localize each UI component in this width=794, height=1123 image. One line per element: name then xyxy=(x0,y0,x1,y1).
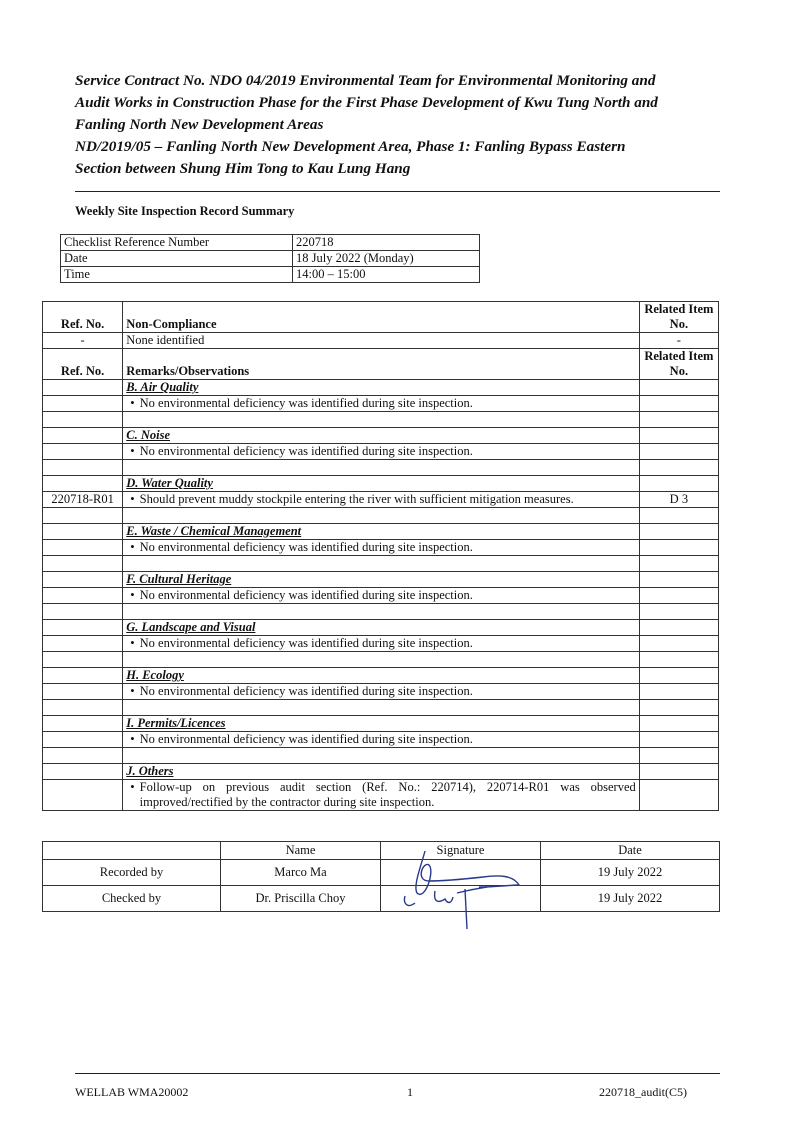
document-title xyxy=(75,70,715,180)
observation-item: D 3 xyxy=(639,492,718,508)
ref-label: Checklist Reference Number xyxy=(61,235,293,251)
spacer-cell xyxy=(639,508,718,524)
title-line: Service Contract No. NDO 04/2019 Environmental Team for Environmental Monitoring and xyxy=(75,72,656,89)
section-ref-blank xyxy=(43,668,123,684)
section-title: C. Noise xyxy=(123,428,640,444)
observation-ref xyxy=(43,588,123,604)
title-line: Section between Shung Him Tong to Kau Lung Hang xyxy=(75,160,411,177)
observation-text-content: No environmental deficiency was identified during site inspection. xyxy=(139,732,473,746)
ref-label: Time xyxy=(61,267,293,283)
non-compliance-row xyxy=(43,333,719,349)
sign-date: 19 July 2022 xyxy=(541,886,720,912)
section-title: J. Others xyxy=(123,764,640,780)
observation-text xyxy=(123,492,640,508)
spacer-cell xyxy=(43,652,123,668)
spacer-cell xyxy=(123,700,640,716)
spacer-cell xyxy=(43,748,123,764)
observation-text-content: No environmental deficiency was identified during site inspection. xyxy=(139,444,473,458)
observation-row xyxy=(43,684,719,700)
non-compliance-header-label: Non-Compliance xyxy=(123,302,640,333)
ref-label: Date xyxy=(61,251,293,267)
title-line: Fanling North New Development Areas xyxy=(75,116,324,133)
section-item-blank xyxy=(639,380,718,396)
handwritten-signature-icon xyxy=(395,841,535,931)
section-title-row xyxy=(43,380,719,396)
section-item-blank xyxy=(639,668,718,684)
section-item-blank xyxy=(639,524,718,540)
observation-text-content: Should prevent muddy stockpile entering the river with sufficient mitigation measures. xyxy=(139,492,574,506)
section-title-row xyxy=(43,428,719,444)
observation-row xyxy=(43,444,719,460)
observations-header-label: Remarks/Observations xyxy=(123,349,640,380)
role: Recorded by xyxy=(43,860,221,886)
role: Checked by xyxy=(43,886,221,912)
signoff-header-row xyxy=(43,842,720,860)
section-item-blank xyxy=(639,428,718,444)
spacer-cell xyxy=(123,748,640,764)
spacer-cell xyxy=(639,556,718,572)
section-ref-blank xyxy=(43,380,123,396)
observation-ref xyxy=(43,540,123,556)
section-title: H. Ecology xyxy=(123,668,640,684)
signature-header: Signature xyxy=(381,842,541,860)
title-line: Audit Works in Construction Phase for the First Phase Development of Kwu Tung North and xyxy=(75,94,658,111)
spacer-row xyxy=(43,460,719,476)
ref-value: 18 July 2022 (Monday) xyxy=(293,251,480,267)
observation-item xyxy=(639,684,718,700)
bullet-icon: • xyxy=(130,444,135,458)
person-name: Dr. Priscilla Choy xyxy=(221,886,381,912)
spacer-cell xyxy=(43,604,123,620)
bullet-icon: • xyxy=(130,684,135,698)
title-divider xyxy=(75,191,720,192)
observation-text xyxy=(123,444,640,460)
section-ref-blank xyxy=(43,524,123,540)
spacer-cell xyxy=(123,652,640,668)
date-header: Date xyxy=(541,842,720,860)
bullet-icon: • xyxy=(130,780,135,794)
signoff-row xyxy=(43,860,720,886)
section-title: B. Air Quality xyxy=(123,380,640,396)
section-title: G. Landscape and Visual xyxy=(123,620,640,636)
observation-item xyxy=(639,396,718,412)
person-name: Marco Ma xyxy=(221,860,381,886)
observation-sections xyxy=(43,380,719,811)
observation-text xyxy=(123,588,640,604)
observation-ref xyxy=(43,684,123,700)
observation-row xyxy=(43,540,719,556)
section-title: E. Waste / Chemical Management xyxy=(123,524,640,540)
observation-text xyxy=(123,540,640,556)
footer-right: 220718_audit(C5) xyxy=(599,1085,687,1099)
page-number: 1 xyxy=(407,1085,413,1099)
spacer-cell xyxy=(123,412,640,428)
observation-item xyxy=(639,732,718,748)
signoff-row xyxy=(43,886,720,912)
spacer-cell xyxy=(639,412,718,428)
section-title: F. Cultural Heritage xyxy=(123,572,640,588)
spacer-cell xyxy=(43,700,123,716)
spacer-row xyxy=(43,508,719,524)
observation-text-content: No environmental deficiency was identified during site inspection. xyxy=(139,684,473,698)
blank-cell xyxy=(43,842,221,860)
spacer-row xyxy=(43,748,719,764)
related-item-header: Related Item No. xyxy=(639,349,718,380)
section-item-blank xyxy=(639,716,718,732)
observation-text xyxy=(123,732,640,748)
bullet-icon: • xyxy=(130,492,135,506)
observation-item xyxy=(639,540,718,556)
section-item-blank xyxy=(639,572,718,588)
name-header: Name xyxy=(221,842,381,860)
subheading: Weekly Site Inspection Record Summary xyxy=(75,204,295,218)
spacer-row xyxy=(43,700,719,716)
spacer-cell xyxy=(123,508,640,524)
section-title-row xyxy=(43,668,719,684)
spacer-cell xyxy=(123,460,640,476)
section-ref-blank xyxy=(43,572,123,588)
section-item-blank xyxy=(639,620,718,636)
spacer-cell xyxy=(43,460,123,476)
observation-text-content: No environmental deficiency was identified during site inspection. xyxy=(139,396,473,410)
observation-text xyxy=(123,636,640,652)
nc-item: - xyxy=(639,333,718,349)
observation-text-content: No environmental deficiency was identified during site inspection. xyxy=(139,588,473,602)
observation-item xyxy=(639,780,718,811)
section-ref-blank xyxy=(43,476,123,492)
section-ref-blank xyxy=(43,764,123,780)
observation-text xyxy=(123,396,640,412)
section-ref-blank xyxy=(43,620,123,636)
ref-value: 14:00 – 15:00 xyxy=(293,267,480,283)
observation-row xyxy=(43,636,719,652)
observation-ref xyxy=(43,444,123,460)
observation-ref xyxy=(43,780,123,811)
signoff-table xyxy=(42,841,720,912)
observation-item xyxy=(639,636,718,652)
observation-text xyxy=(123,684,640,700)
observation-text-content: Follow-up on previous audit section (Ref. No.: 220714), 220714-R01 was observed improved/rectified by the contractor during site inspection. xyxy=(139,780,636,809)
non-compliance-header xyxy=(43,302,719,333)
section-title: D. Water Quality xyxy=(123,476,640,492)
spacer-cell xyxy=(123,604,640,620)
observation-ref xyxy=(43,636,123,652)
spacer-cell xyxy=(639,652,718,668)
related-item-header: Related Item No. xyxy=(639,302,718,333)
observation-row xyxy=(43,492,719,508)
observation-row xyxy=(43,396,719,412)
spacer-cell xyxy=(43,556,123,572)
title-line: ND/2019/05 – Fanling North New Development Area, Phase 1: Fanling Bypass Eastern xyxy=(75,138,626,155)
bullet-icon: • xyxy=(130,732,135,746)
bullet-icon: • xyxy=(130,636,135,650)
observation-text-content: No environmental deficiency was identified during site inspection. xyxy=(139,540,473,554)
section-ref-blank xyxy=(43,428,123,444)
bullet-icon: • xyxy=(130,396,135,410)
section-title-row xyxy=(43,524,719,540)
observation-row xyxy=(43,732,719,748)
section-item-blank xyxy=(639,764,718,780)
spacer-cell xyxy=(43,508,123,524)
spacer-row xyxy=(43,412,719,428)
spacer-cell xyxy=(639,460,718,476)
spacer-row xyxy=(43,652,719,668)
section-title-row xyxy=(43,572,719,588)
footer-divider xyxy=(75,1073,720,1074)
observation-ref xyxy=(43,732,123,748)
bullet-icon: • xyxy=(130,588,135,602)
section-ref-blank xyxy=(43,716,123,732)
section-title-row xyxy=(43,476,719,492)
spacer-cell xyxy=(43,412,123,428)
observations-header xyxy=(43,349,719,380)
sign-date: 19 July 2022 xyxy=(541,860,720,886)
spacer-cell xyxy=(639,604,718,620)
spacer-cell xyxy=(639,700,718,716)
observation-row xyxy=(43,780,719,811)
spacer-cell xyxy=(123,556,640,572)
observation-item xyxy=(639,588,718,604)
inspection-table xyxy=(42,301,719,811)
section-item-blank xyxy=(639,476,718,492)
section-title-row xyxy=(43,620,719,636)
nc-desc: None identified xyxy=(123,333,640,349)
section-title-row xyxy=(43,716,719,732)
section-title: I. Permits/Licences xyxy=(123,716,640,732)
spacer-row xyxy=(43,556,719,572)
section-title-row xyxy=(43,764,719,780)
observation-ref: 220718-R01 xyxy=(43,492,123,508)
table-row xyxy=(61,251,480,267)
table-row xyxy=(61,235,480,251)
bullet-icon: • xyxy=(130,540,135,554)
observation-row xyxy=(43,588,719,604)
ref-no-header: Ref. No. xyxy=(43,302,123,333)
observation-text-content: No environmental deficiency was identified during site inspection. xyxy=(139,636,473,650)
ref-no-header: Ref. No. xyxy=(43,349,123,380)
observation-ref xyxy=(43,396,123,412)
spacer-cell xyxy=(639,748,718,764)
observation-text xyxy=(123,780,640,811)
observation-item xyxy=(639,444,718,460)
footer-left: WELLAB WMA20002 xyxy=(75,1085,189,1099)
nc-ref: - xyxy=(43,333,123,349)
table-row xyxy=(61,267,480,283)
ref-value: 220718 xyxy=(293,235,480,251)
reference-table xyxy=(60,234,480,283)
spacer-row xyxy=(43,604,719,620)
